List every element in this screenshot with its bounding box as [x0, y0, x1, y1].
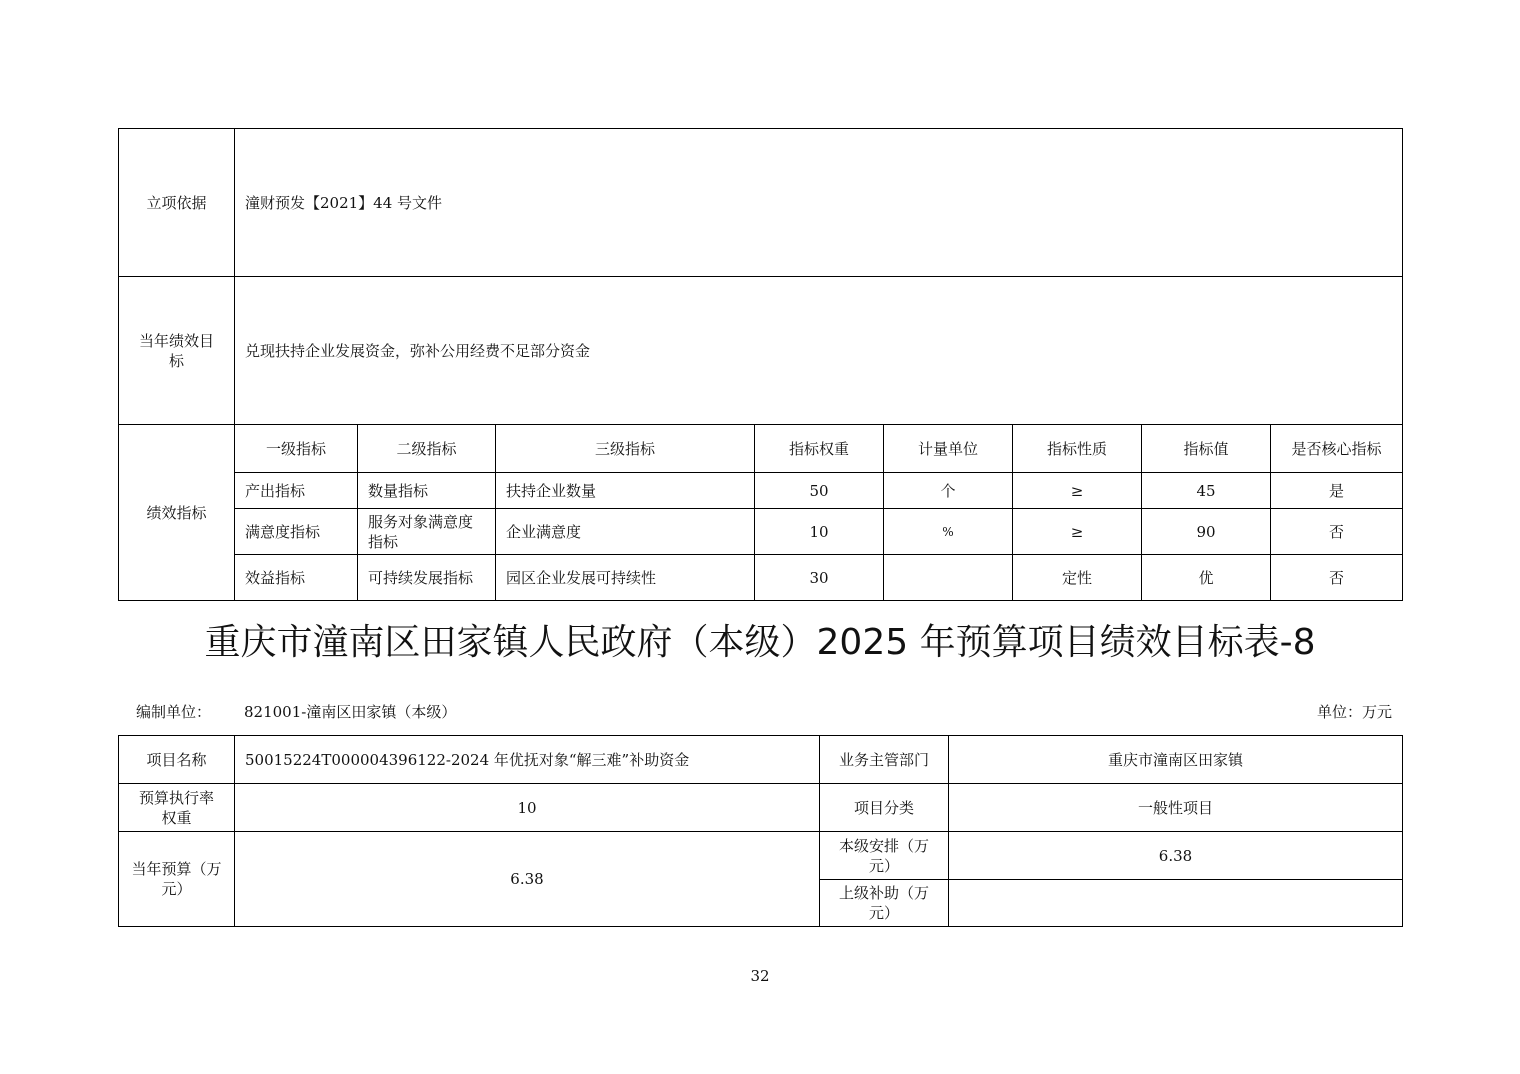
row-core: 否: [1271, 509, 1403, 555]
header-weight: 指标权重: [755, 425, 884, 473]
header-level2: 二级指标: [358, 425, 496, 473]
category-value: 一般性项目: [949, 784, 1403, 832]
project-name-label: 项目名称: [119, 736, 235, 784]
page-title: 重庆市潼南区田家镇人民政府（本级）2025 年预算项目绩效目标表-8: [204, 622, 1316, 663]
row-nature: 定性: [1013, 555, 1142, 601]
row-unit: %: [884, 509, 1013, 555]
row-level3: 园区企业发展可持续性: [496, 555, 755, 601]
row-weight: 30: [755, 555, 884, 601]
row-level1: 产出指标: [235, 473, 358, 509]
header-nature: 指标性质: [1013, 425, 1142, 473]
goal-value: 兑现扶持企业发展资金，弥补公用经费不足部分资金: [235, 277, 1403, 425]
indicator-header-row: [119, 425, 1403, 473]
table-row: [119, 509, 1403, 555]
header-value: 指标值: [1142, 425, 1271, 473]
budget-label: 当年预算（万元）: [119, 832, 235, 927]
row-unit: 个: [884, 473, 1013, 509]
basis-value: 潼财预发【2021】44 号文件: [235, 129, 1403, 277]
org-label: 编制单位：: [136, 703, 212, 721]
row-value: 90: [1142, 509, 1271, 555]
goal-label: 当年绩效目标: [119, 277, 235, 425]
org-value: 821001-潼南区田家镇（本级）: [244, 703, 457, 721]
row-nature: ≥: [1013, 473, 1142, 509]
unit-label: 单位：万元: [1316, 703, 1392, 721]
page-number: 32: [750, 967, 770, 985]
row-level1: 满意度指标: [235, 509, 358, 555]
row-level2: 可持续发展指标: [358, 555, 496, 601]
table-row: [119, 473, 1403, 509]
table-row: [119, 555, 1403, 601]
row-level2: 数量指标: [358, 473, 496, 509]
exec-weight-value: 10: [235, 784, 820, 832]
row-weight: 10: [755, 509, 884, 555]
local-label: 本级安排（万元）: [820, 832, 949, 880]
project-info-table: [118, 735, 1403, 927]
performance-goal-table: [118, 128, 1403, 601]
category-label: 项目分类: [820, 784, 949, 832]
indicators-label: 绩效指标: [119, 425, 235, 601]
row-level1: 效益指标: [235, 555, 358, 601]
row-nature: ≥: [1013, 509, 1142, 555]
exec-weight-label: 预算执行率权重: [119, 784, 235, 832]
header-core: 是否核心指标: [1271, 425, 1403, 473]
org-info-row: [118, 700, 1402, 724]
row-unit: [884, 555, 1013, 601]
upper-value: [949, 880, 1403, 927]
row-core: 否: [1271, 555, 1403, 601]
row-value: 45: [1142, 473, 1271, 509]
row-level2: 服务对象满意度指标: [358, 509, 496, 555]
upper-label: 上级补助（万元）: [820, 880, 949, 927]
row-weight: 50: [755, 473, 884, 509]
basis-label: 立项依据: [119, 129, 235, 277]
budget-value: 6.38: [235, 832, 820, 927]
project-name-value: 50015224T000004396122-2024 年优抚对象“解三难”补助资金: [235, 736, 820, 784]
row-core: 是: [1271, 473, 1403, 509]
header-unit: 计量单位: [884, 425, 1013, 473]
header-level1: 一级指标: [235, 425, 358, 473]
row-level3: 企业满意度: [496, 509, 755, 555]
header-level3: 三级指标: [496, 425, 755, 473]
dept-value: 重庆市潼南区田家镇: [949, 736, 1403, 784]
dept-label: 业务主管部门: [820, 736, 949, 784]
local-value: 6.38: [949, 832, 1403, 880]
row-level3: 扶持企业数量: [496, 473, 755, 509]
row-value: 优: [1142, 555, 1271, 601]
